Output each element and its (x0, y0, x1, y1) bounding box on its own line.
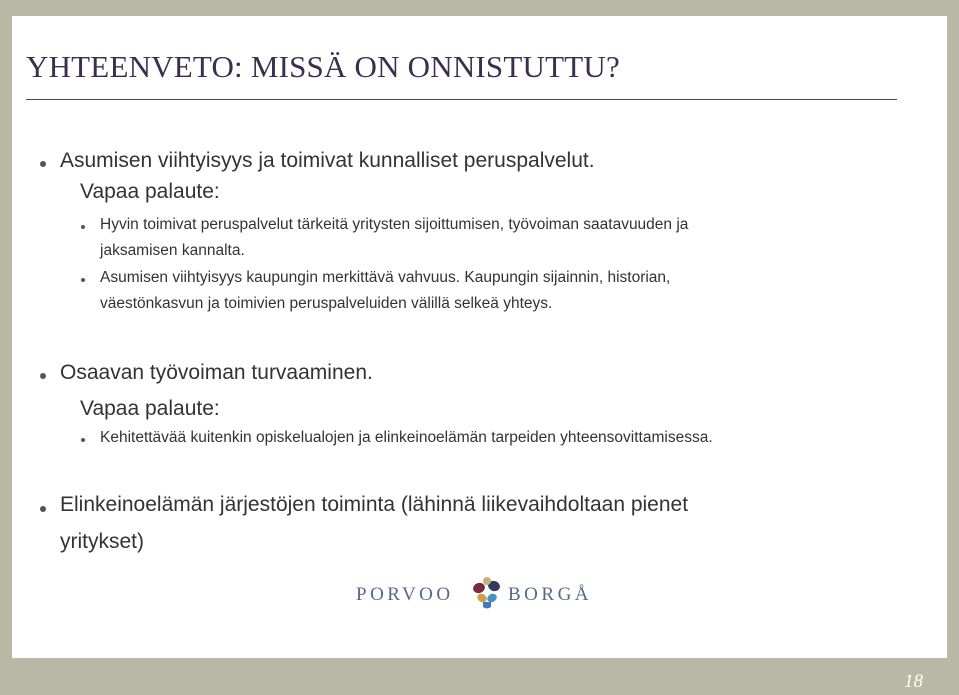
sub-bullet-icon (81, 278, 85, 282)
section-1-item-1-line-1: Hyvin toimivat peruspalvelut tärkeitä yritysten sijoittumisen, työvoiman saatavuuden ja (100, 216, 689, 233)
section-2-heading: Osaavan työvoiman turvaaminen. (60, 361, 373, 384)
section-1-item-1-line-2: jaksamisen kannalta. (100, 242, 245, 259)
logo-word-porvoo: PORVOO (356, 584, 454, 605)
section-3-heading-line-1: Elinkeinoelämän järjestöjen toiminta (lähinnä liikevaihdoltaan pienet (60, 493, 689, 516)
porvoo-borga-flower-emblem-icon (470, 576, 504, 610)
logo-word-borga: BORGÅ (508, 584, 593, 605)
section-1-heading: Asumisen viihtyisyys ja toimivat kunnalliset peruspalvelut. (60, 149, 595, 172)
bullet-icon (40, 161, 46, 167)
section-1-item-2-line-1: Asumisen viihtyisyys kaupungin merkittävä vahvuus. Kaupungin sijainnin, historian, (100, 269, 671, 286)
sub-bullet-icon (81, 225, 85, 229)
title-divider (26, 99, 897, 100)
section-2-feedback-label: Vapaa palaute: (80, 397, 220, 420)
slide-title: YHTEENVETO: MISSÄ ON ONNISTUTTU? (26, 49, 620, 84)
porvoo-borga-logo (344, 576, 594, 612)
section-2-item-1-line-1: Kehitettävää kuitenkin opiskelualojen ja elinkeinoelämän tarpeiden yhteensovittamisessa. (100, 429, 713, 446)
section-3-heading-line-2: yritykset) (60, 530, 144, 553)
page-number: 18 (904, 671, 923, 692)
section-1-item-2-line-2: väestönkasvun ja toimivien peruspalveluiden välillä selkeä yhteys. (100, 295, 553, 312)
bullet-icon (40, 373, 46, 379)
slide (12, 16, 947, 658)
footer-bar (0, 658, 959, 695)
sub-bullet-icon (81, 438, 85, 442)
bullet-icon (40, 506, 46, 512)
section-1-feedback-label: Vapaa palaute: (80, 180, 220, 203)
